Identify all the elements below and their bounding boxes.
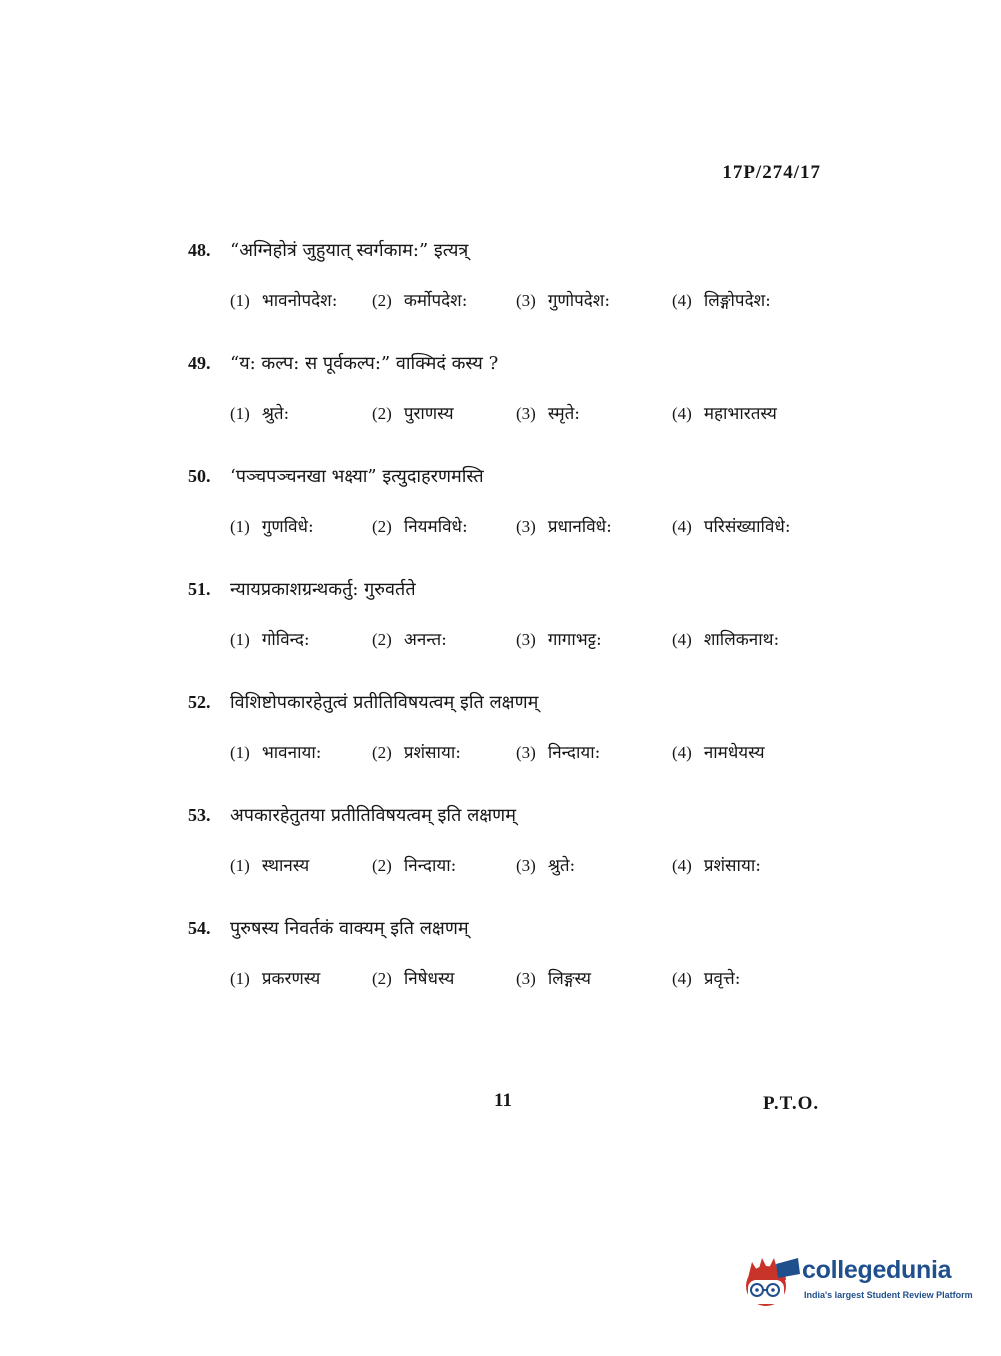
option-number: (2) (372, 969, 392, 988)
option-text: अनन्त: (403, 630, 447, 650)
option-4 (672, 853, 761, 876)
option-number: (3) (516, 969, 536, 988)
option-text: श्रुते: (547, 856, 576, 876)
option-text: निन्दाया: (403, 856, 457, 876)
pto-label: P.T.O. (763, 1093, 820, 1114)
options (188, 853, 848, 883)
option-3 (516, 853, 575, 876)
option-number: (4) (672, 517, 692, 536)
option-3 (516, 966, 591, 989)
option-2 (372, 627, 447, 650)
option-3 (516, 401, 580, 424)
paper-code: 17P/274/17 (722, 162, 821, 183)
page-number: 11 (494, 1090, 512, 1111)
mascot-icon (742, 1250, 802, 1310)
option-number: (4) (672, 969, 692, 988)
question-54 (188, 916, 848, 996)
option-2 (372, 288, 467, 311)
option-text: शालिकनाथ: (703, 630, 780, 650)
question-number: 50. (188, 466, 211, 486)
option-1 (230, 627, 310, 650)
option-text: गोविन्द: (261, 630, 310, 650)
question-text: ‘पञ्चपञ्चनखा भक्ष्या” इत्युदाहरणमस्ति (230, 466, 484, 487)
options (188, 740, 848, 770)
option-text: श्रुते: (261, 404, 290, 424)
option-text: लिङ्गोपदेश: (703, 291, 771, 311)
option-number: (3) (516, 404, 536, 423)
collegedunia-watermark (742, 1250, 972, 1310)
option-4 (672, 627, 779, 650)
option-3 (516, 740, 600, 763)
option-text: प्रशंसाया: (403, 743, 461, 763)
question-text: विशिष्टोपकारहेतुत्वं प्रतीतिविषयत्वम् इति लक्षणम् (230, 692, 539, 713)
option-text: नामधेयस्य (703, 743, 765, 763)
option-number: (3) (516, 743, 536, 762)
option-text: प्रधानविधे: (547, 517, 612, 537)
options (188, 514, 848, 544)
options (188, 966, 848, 996)
question-text: पुरुषस्य निवर्तकं वाक्यम् इति लक्षणम् (230, 918, 469, 939)
option-number: (3) (516, 291, 536, 310)
option-text: लिङ्गस्य (547, 969, 591, 989)
question-number: 53. (188, 805, 211, 825)
option-1 (230, 514, 314, 537)
option-3 (516, 627, 602, 650)
option-4 (672, 288, 771, 311)
option-number: (1) (230, 856, 250, 875)
option-number: (4) (672, 856, 692, 875)
brand-name: collegedunia (802, 1256, 952, 1284)
question-number: 48. (188, 240, 211, 260)
option-number: (1) (230, 743, 250, 762)
option-text: स्मृते: (547, 404, 581, 424)
option-1 (230, 740, 321, 763)
option-text: निषेधस्य (403, 969, 455, 989)
option-2 (372, 514, 468, 537)
question-number: 51. (188, 579, 211, 599)
option-3 (516, 288, 610, 311)
question-text: अपकारहेतुतया प्रतीतिविषयत्वम् इति लक्षणम् (230, 805, 516, 826)
option-1 (230, 401, 289, 424)
option-4 (672, 401, 777, 424)
option-4 (672, 966, 740, 989)
question-50 (188, 464, 848, 544)
option-text: स्थानस्य (261, 856, 310, 876)
option-number: (2) (372, 517, 392, 536)
option-text: निन्दाया: (547, 743, 601, 763)
option-number: (2) (372, 630, 392, 649)
option-text: महाभारतस्य (703, 404, 777, 424)
options (188, 288, 848, 318)
question-number: 54. (188, 918, 211, 938)
option-number: (3) (516, 517, 536, 536)
option-number: (2) (372, 743, 392, 762)
option-1 (230, 853, 309, 876)
option-text: भावनोपदेश: (261, 291, 338, 311)
option-number: (2) (372, 856, 392, 875)
option-4 (672, 514, 791, 537)
option-2 (372, 853, 456, 876)
option-2 (372, 740, 461, 763)
option-number: (1) (230, 291, 250, 310)
option-number: (1) (230, 404, 250, 423)
option-text: नियमविधे: (403, 517, 468, 537)
option-number: (4) (672, 630, 692, 649)
option-number: (3) (516, 856, 536, 875)
option-number: (1) (230, 517, 250, 536)
brand-tagline: India's largest Student Review Platform (804, 1290, 973, 1300)
question-48 (188, 238, 848, 318)
question-text: “अग्निहोत्रं जुहुयात् स्वर्गकाम:” इत्यत्र् (230, 240, 469, 261)
option-1 (230, 966, 320, 989)
option-2 (372, 966, 454, 989)
option-text: प्रकरणस्य (261, 969, 321, 989)
option-text: भावनाया: (261, 743, 322, 763)
question-51 (188, 577, 848, 657)
option-text: परिसंख्याविधे: (703, 517, 791, 537)
option-number: (1) (230, 630, 250, 649)
option-3 (516, 514, 612, 537)
option-text: गागाभट्ट: (547, 630, 602, 650)
option-number: (4) (672, 291, 692, 310)
option-text: गुणविधे: (261, 517, 314, 537)
option-text: प्रशंसाया: (703, 856, 761, 876)
option-number: (4) (672, 404, 692, 423)
question-52 (188, 690, 848, 770)
question-text: न्यायप्रकाशग्रन्थकर्तु: गुरुवर्तते (230, 579, 416, 600)
option-1 (230, 288, 337, 311)
question-53 (188, 803, 848, 883)
question-number: 52. (188, 692, 211, 712)
option-number: (2) (372, 291, 392, 310)
question-49 (188, 351, 848, 431)
option-number: (2) (372, 404, 392, 423)
option-text: प्रवृत्ते: (703, 969, 741, 989)
option-number: (1) (230, 969, 250, 988)
option-text: पुराणस्य (403, 404, 454, 424)
options (188, 401, 848, 431)
question-text: “य: कल्प: स पूर्वकल्प:” वाक्मिदं कस्य ? (230, 353, 499, 374)
option-2 (372, 401, 454, 424)
options (188, 627, 848, 657)
question-number: 49. (188, 353, 211, 373)
option-number: (4) (672, 743, 692, 762)
option-text: कर्मोपदेश: (403, 291, 468, 311)
option-number: (3) (516, 630, 536, 649)
option-text: गुणोपदेश: (547, 291, 611, 311)
option-4 (672, 740, 765, 763)
